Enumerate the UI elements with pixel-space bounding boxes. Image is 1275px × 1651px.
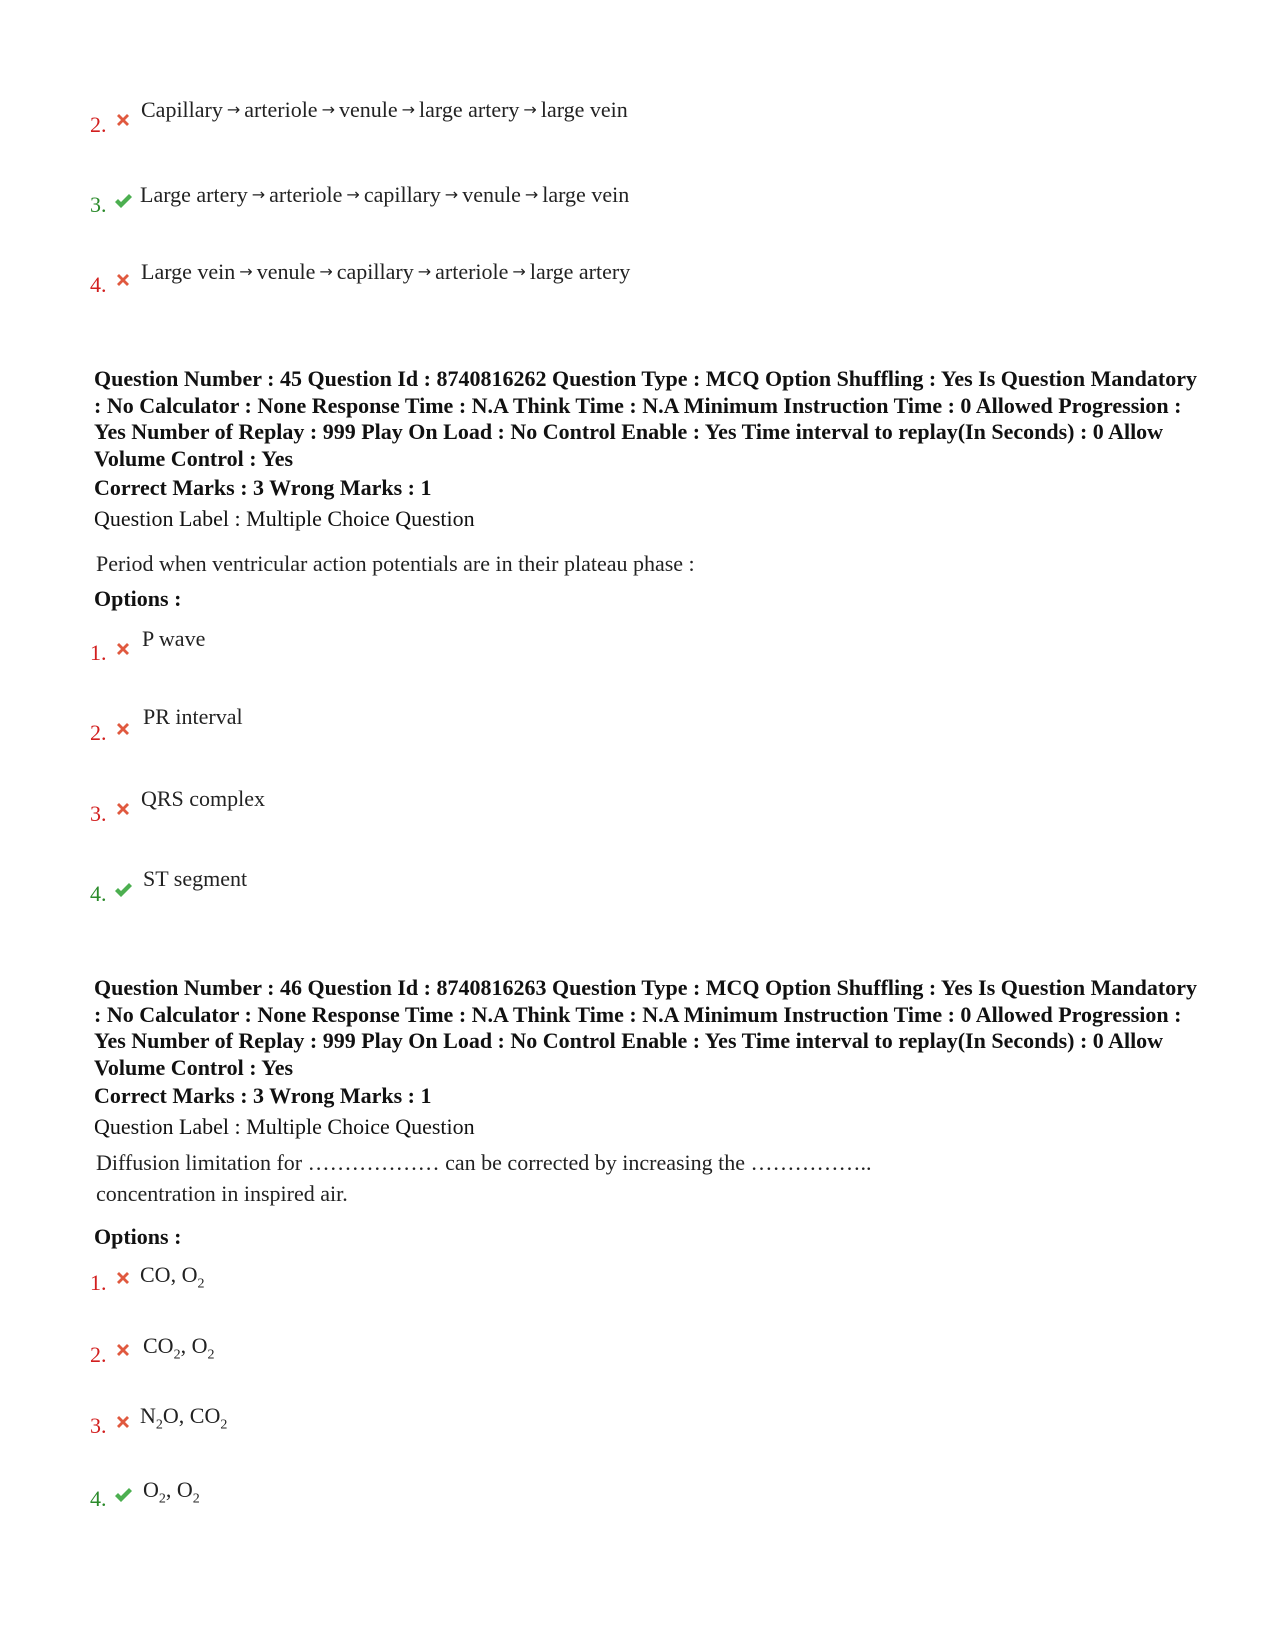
q46-meta: Question Number : 46 Question Id : 8740816263 Question Type : MCQ Option Shuffling : Yes Is Question Mandatory : No Calculator : None Response Time : N.A Think Time : N.A Minimum Instruction Time : 0 Allowed Progression : Yes Number of Replay : 999 Play On Load : No Control Enable : Yes Time interval to replay(In Seconds) : 0 Allow Volume Control : Yes — [94, 975, 1197, 1080]
option-text: Large artery → arteriole → capillary → venule → large vein — [140, 182, 630, 207]
cross-icon — [114, 271, 132, 289]
q46-question-line-1: Diffusion limitation for ……………… can be corrected by increasing the …………….. — [96, 1150, 872, 1175]
option-text: Large vein → venule → capillary → arteriole → large artery — [141, 259, 631, 284]
option-number: 4. — [90, 881, 107, 906]
q46-question-text — [96, 1147, 872, 1209]
option-number: 2. — [90, 720, 107, 745]
option-text: $O_2$, $O_2$ — [143, 1477, 200, 1507]
option-number: 3. — [90, 192, 107, 217]
q46-marks: Correct Marks : 3 Wrong Marks : 1 — [94, 1083, 432, 1108]
option-number: 3. — [90, 1413, 107, 1438]
option-text: QRS complex — [141, 786, 266, 811]
q45-meta: Question Number : 45 Question Id : 8740816262 Question Type : MCQ Option Shuffling : Yes Is Question Mandatory : No Calculator : None Response Time : N.A Think Time : N.A Minimum Instruction Time : 0 Allowed Progression : Yes Number of Replay : 999 Play On Load : No Control Enable : Yes Time interval to replay(In Seconds) : 0 Allow Volume Control : Yes — [94, 366, 1197, 471]
q46-label: Question Label : Multiple Choice Question — [94, 1114, 475, 1139]
option-text: $CO_2$, $O_2$ — [143, 1333, 215, 1363]
cross-icon — [114, 720, 132, 738]
check-icon — [114, 192, 132, 210]
option-number: 1. — [90, 640, 107, 665]
cross-icon — [114, 1269, 132, 1287]
option-number: 1. — [90, 1270, 107, 1295]
q45-question-text: Period when ventricular action potentials are in their plateau phase : — [96, 551, 695, 576]
cross-icon — [114, 640, 132, 658]
option-number: 4. — [90, 272, 107, 297]
option-text: Capillary → arteriole → venule → large artery → large vein — [141, 97, 628, 122]
check-icon — [114, 1486, 132, 1504]
check-icon — [114, 881, 132, 899]
cross-icon — [114, 1341, 132, 1359]
q45-label: Question Label : Multiple Choice Question — [94, 506, 475, 531]
cross-icon — [114, 111, 132, 129]
option-number: 3. — [90, 801, 107, 826]
option-text: ST segment — [143, 866, 248, 891]
q45-options-heading: Options : — [94, 586, 182, 611]
option-text: $N_2O$, $CO_2$ — [140, 1403, 228, 1433]
cross-icon — [114, 800, 132, 818]
q45-marks: Correct Marks : 3 Wrong Marks : 1 — [94, 475, 432, 500]
q46-options-heading: Options : — [94, 1224, 182, 1249]
option-number: 2. — [90, 1342, 107, 1367]
option-text: CO, $O_2$ — [140, 1262, 205, 1292]
q46-question-line-2: concentration in inspired air. — [96, 1181, 348, 1206]
option-number: 4. — [90, 1486, 107, 1511]
option-text: PR interval — [143, 704, 243, 729]
option-number: 2. — [90, 112, 107, 137]
cross-icon — [114, 1413, 132, 1431]
option-text: P wave — [142, 626, 206, 651]
